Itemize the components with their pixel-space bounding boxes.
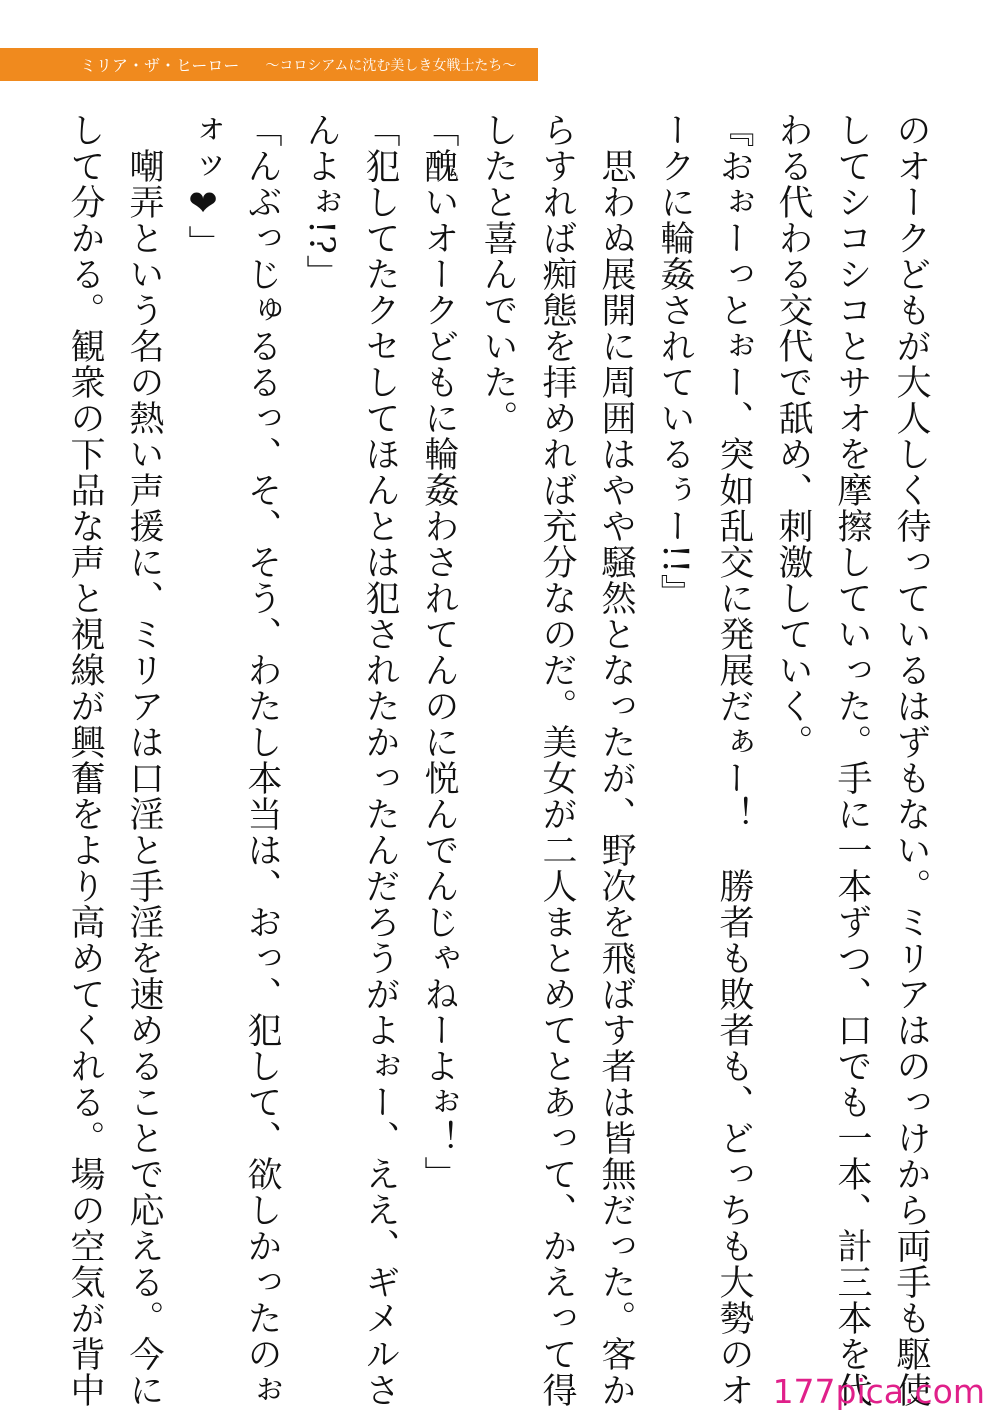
book-title: ミリア・ザ・ヒーロー bbox=[80, 56, 240, 75]
text-column: 「醜いオークどもに輪姦わされてんのに悦んでんじゃねーよぉ！」 bbox=[419, 112, 459, 1192]
text-column: のオークどもが大人しく待っているはずもない。ミリアはのっけから両手も駆使 bbox=[891, 112, 931, 1408]
text-column: わる代わる交代で舐め、刺激していく。 bbox=[773, 112, 813, 760]
text-column: らすれば痴態を拝めれば充分なのだ。美女が二人まとめてとあって、かえって得 bbox=[537, 112, 577, 1408]
running-header bbox=[0, 48, 538, 81]
book-subtitle: 〜コロシアムに沈む美しき女戦士たち〜 bbox=[265, 57, 517, 74]
text-column: 「んぶっじゅるるっ、そ、そう、わたし本当は、おっ、犯して、欲しかったのぉ bbox=[242, 112, 282, 1408]
text-column: してシコシコとサオを摩擦していった。手に一本ずつ、口でも一本、計三本を代 bbox=[832, 112, 872, 1408]
text-column: ォッ❤」 bbox=[183, 112, 223, 261]
text-column: んよぉ!?」 bbox=[301, 112, 341, 291]
text-column: ークに輪姦されているぅー!!』 bbox=[655, 112, 695, 611]
text-column: 思わぬ展開に周囲はやや騒然となったが、野次を飛ばす者は皆無だった。客か bbox=[596, 112, 636, 1408]
text-column: 嘲弄という名の熱い声援に、ミリアは口淫と手淫を速めることで応える。今に bbox=[124, 112, 164, 1408]
text-column: して分かる。観衆の下品な声と視線が興奮をより高めてくれる。場の空気が背中 bbox=[65, 112, 105, 1408]
site-watermark: 177pica.com bbox=[772, 1372, 985, 1411]
text-column: したと喜んでいた。 bbox=[478, 112, 518, 436]
text-column: 「犯してたクセしてほんとは犯されたかったんだろうがよぉー、ええ、ギメルさ bbox=[360, 112, 400, 1408]
text-column: 『おぉーっとぉー、突如乱交に発展だぁー！ 勝者も敗者も、どっちも大勢のオ bbox=[714, 112, 754, 1408]
